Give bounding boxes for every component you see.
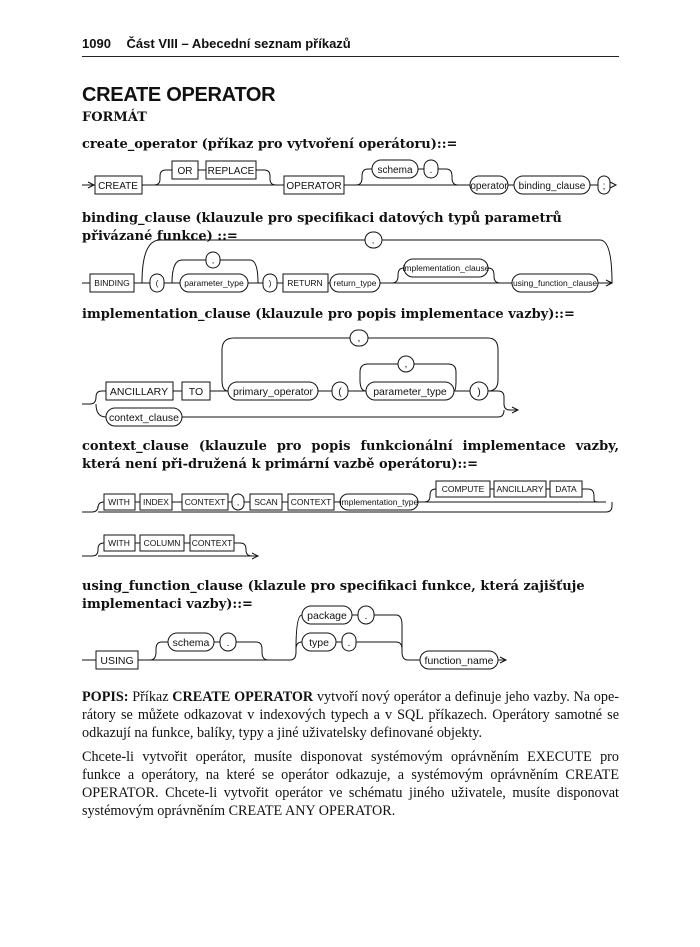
data-text: DATA (555, 484, 577, 494)
binding-text: BINDING (94, 278, 130, 288)
rparen-text: ) (268, 278, 272, 288)
comma-outer-text: , (357, 332, 361, 344)
ancillary-text: ANCILLARY (109, 386, 169, 398)
page-title: CREATE OPERATOR (82, 84, 276, 106)
return-type-text: return_type (333, 278, 377, 288)
rule-context-clause: context_clause (klauzule pro popis funkcionální implementace vazby, která není při-družená k primární vazbě operátoru)::= (82, 439, 619, 472)
to-text: TO (188, 386, 204, 398)
format-heading: FORMÁT (82, 110, 147, 125)
ancillary-text: ANCILLARY (496, 484, 544, 494)
rule-binding-clause: binding_clause (klauzule pro specifikaci datových typů parametrů přivázané funkce) ::= (82, 211, 562, 244)
description-paragraph-2: Chcete-li vytvořit operátor, musíte disponovat systémovým oprávněním EXECUTE pro funkce a operátory, na které se operátor odkazuje, a systémovým oprávněním CREATE OPERATOR. Chcete-li vytvořit operátor ve schématu jiného uživatele, musíte disponovat systémovým oprávněním CREATE ANY OPERATOR. (82, 749, 619, 819)
diagram-implementation-clause (0, 326, 700, 422)
section-title: Část VIII – Abecední seznam příkazů (126, 36, 351, 51)
p1-intro: Příkaz (132, 689, 169, 705)
implementation-type-text: implementation_type (339, 497, 419, 507)
popis-label: POPIS: (82, 689, 129, 705)
package-text: package (307, 610, 347, 622)
index-text: INDEX (143, 497, 169, 507)
implementation-clause-text: implementation_clause (402, 263, 490, 273)
rule-implementation-clause: implementation_clause (klauzule pro popis implementace vazby)::= (82, 307, 575, 322)
replace-text: REPLACE (207, 166, 255, 177)
description-paragraph-1 (82, 688, 619, 742)
lparen-text: ( (338, 386, 342, 398)
schema-text: schema (377, 165, 413, 176)
context2-text: CONTEXT (290, 497, 332, 507)
dot3-text: . (347, 637, 351, 649)
context3-text: CONTEXT (191, 538, 233, 548)
operator-text: operator (470, 181, 508, 192)
comma-outer-text: , (371, 235, 375, 245)
using-function-clause-text: using_function_clause (512, 278, 598, 288)
rparen-text: ) (477, 386, 481, 398)
p1-keyword: CREATE OPERATOR (172, 689, 314, 705)
compute-text: COMPUTE (441, 484, 485, 494)
lparen-text: ( (155, 278, 159, 288)
with2-text: WITH (108, 538, 130, 548)
parameter-type-text: parameter_type (373, 386, 447, 398)
comma-text: , (236, 497, 240, 507)
semicolon-text: ; (602, 181, 606, 192)
type-text: type (309, 637, 329, 649)
diagram-context-clause-2 (0, 530, 700, 562)
rule-create-operator: create_operator (příkaz pro vytvoření operátoru)::= (82, 137, 458, 152)
context-text: CONTEXT (184, 497, 226, 507)
using-text: USING (100, 655, 134, 667)
schema-text: schema (172, 637, 210, 649)
return-text: RETURN (287, 278, 323, 288)
parameter-type-text: parameter_type (184, 278, 244, 288)
dot-text: . (226, 637, 230, 649)
diagram-context-clause (0, 478, 700, 520)
diagram-binding-clause (0, 228, 700, 296)
diagram-using-function-clause (0, 596, 700, 676)
comma-inner-text: , (211, 255, 215, 265)
page-number: 1090 (82, 36, 111, 51)
page-header (82, 36, 619, 57)
comma-inner-text: , (404, 358, 408, 370)
with-text: WITH (108, 497, 130, 507)
primary-operator-text: primary_operator (233, 386, 313, 398)
scan-text: SCAN (254, 497, 278, 507)
column-text: COLUMN (143, 538, 181, 548)
context-clause-text: context_clause (108, 412, 180, 424)
dot2-text: . (364, 610, 368, 622)
operator-kw-text: OPERATOR (286, 181, 342, 192)
or-text: OR (177, 166, 193, 177)
binding-clause-text: binding_clause (518, 181, 586, 192)
function-name-text: function_name (424, 655, 494, 667)
rule-using-function-clause: using_function_clause (klazule pro specifikaci funkce, která zajišťuje implementaci vazby)::= (82, 579, 585, 612)
p1-rest: vytvoří nový operátor a definuje jeho vazby. Na ope-rátory se můžete odkazovat v indexových typech a v SQL příkazech. Operátory samotné se odkazují na funkce, balíky, typy a jiné uživatelsky definované objekty. (82, 689, 619, 741)
diagram-create-operator (0, 154, 700, 204)
create-text: CREATE (98, 181, 138, 192)
dot-text: . (429, 165, 433, 176)
